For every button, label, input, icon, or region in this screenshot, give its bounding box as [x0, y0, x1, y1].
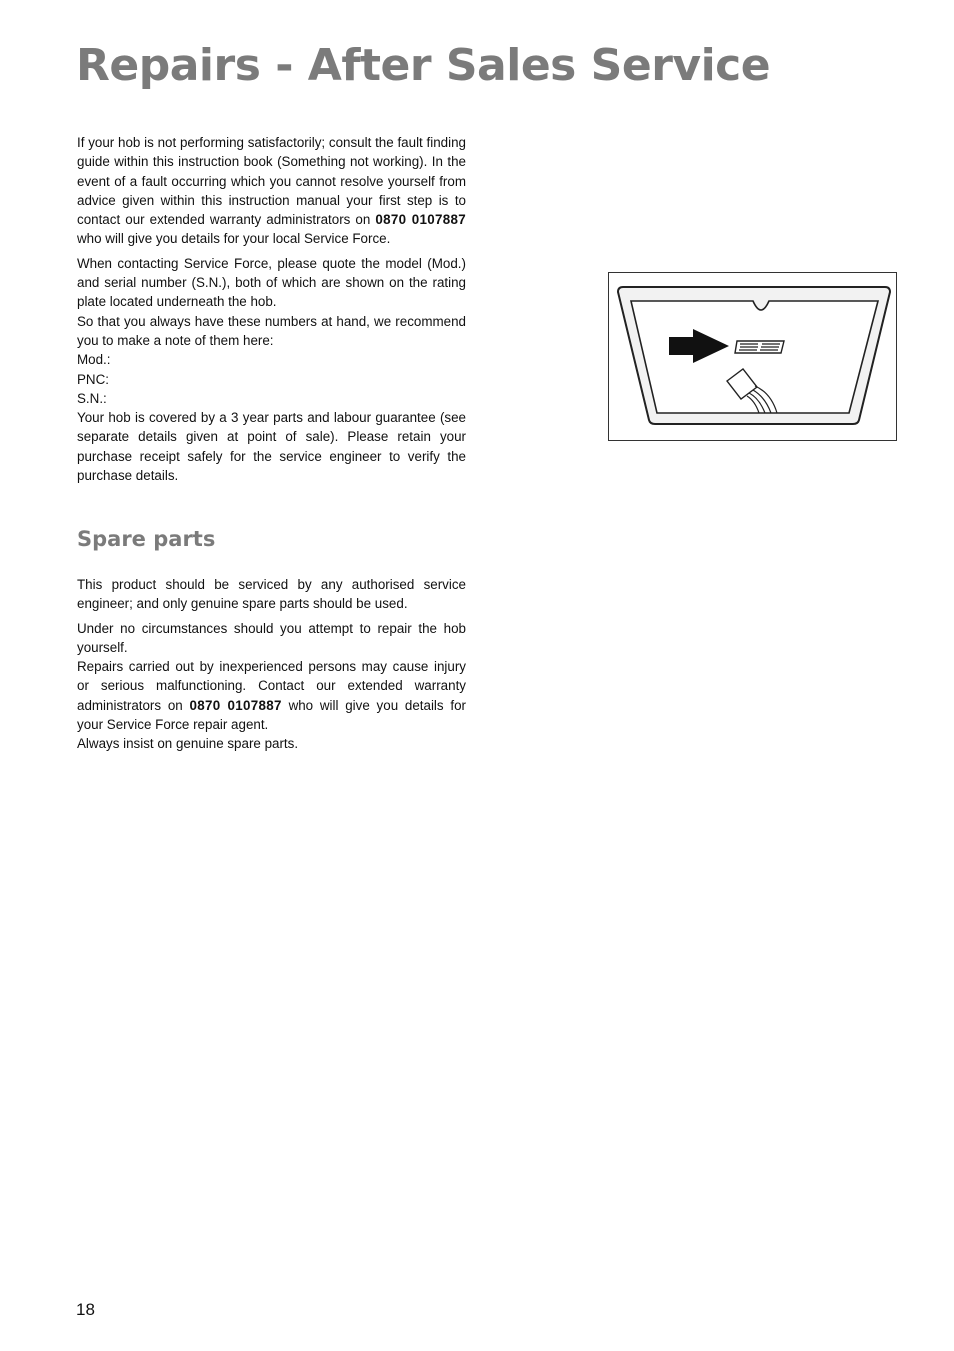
- intro-paragraph-note: So that you always have these numbers at hand, we recommend you to make a note of them here:: [77, 313, 466, 348]
- sn-label: S.N.:: [77, 390, 107, 406]
- intro-section: [77, 133, 466, 485]
- spare-paragraph-repairs: [77, 657, 466, 734]
- rating-plate-figure: [608, 272, 897, 441]
- hob-rating-plate-diagram-icon: [609, 273, 896, 440]
- spare-paragraph-insist: Always insist on genuine spare parts.: [77, 736, 299, 752]
- spare-phone-number: 0870 0107887: [189, 697, 282, 713]
- page-number: 18: [76, 1300, 95, 1319]
- intro-text-a: If your hob is not performing satisfactorily; consult the fault finding guide within this instruction book (Something not working). In the event of a fault occurring which you cannot resolve yourself from advice given within this instruction manual your first step is to contact our extended warranty administrators on: [77, 135, 466, 228]
- page-title: Repairs - After Sales Service: [76, 40, 771, 91]
- pnc-label: PNC:: [77, 371, 109, 387]
- spare-paragraph-warning: Under no circumstances should you attempt to repair the hob yourself.: [77, 620, 466, 655]
- spare-parts-section: [77, 575, 466, 754]
- spare-paragraph-service: This product should be serviced by any authorised service engineer; and only genuine spare parts should be used.: [77, 577, 466, 612]
- intro-text-b: who will give you details for your local Service Force.: [77, 231, 391, 247]
- warranty-phone-number: 0870 0107887: [375, 212, 466, 228]
- spare-text-a: Repairs carried out by inexperienced persons may cause injury or serious malfunctioning. Contact our extended warranty administrators on: [77, 659, 466, 713]
- rating-plate-icon: [735, 341, 784, 353]
- intro-paragraph-model: When contacting Service Force, please quote the model (Mod.) and serial number (S.N.), both of which are shown on the rating plate located underneath the hob.: [77, 255, 466, 310]
- spare-text-b: who will give you details for your Service Force repair agent.: [77, 697, 466, 733]
- intro-paragraph-guarantee: Your hob is covered by a 3 year parts and labour guarantee (see separate details given at point of sale). Please retain your purchase receipt safely for the service engineer to verify the purchase details.: [77, 410, 466, 484]
- spare-parts-heading: Spare parts: [77, 527, 216, 551]
- mod-label: Mod.:: [77, 352, 111, 368]
- intro-paragraph-contact: [77, 133, 466, 249]
